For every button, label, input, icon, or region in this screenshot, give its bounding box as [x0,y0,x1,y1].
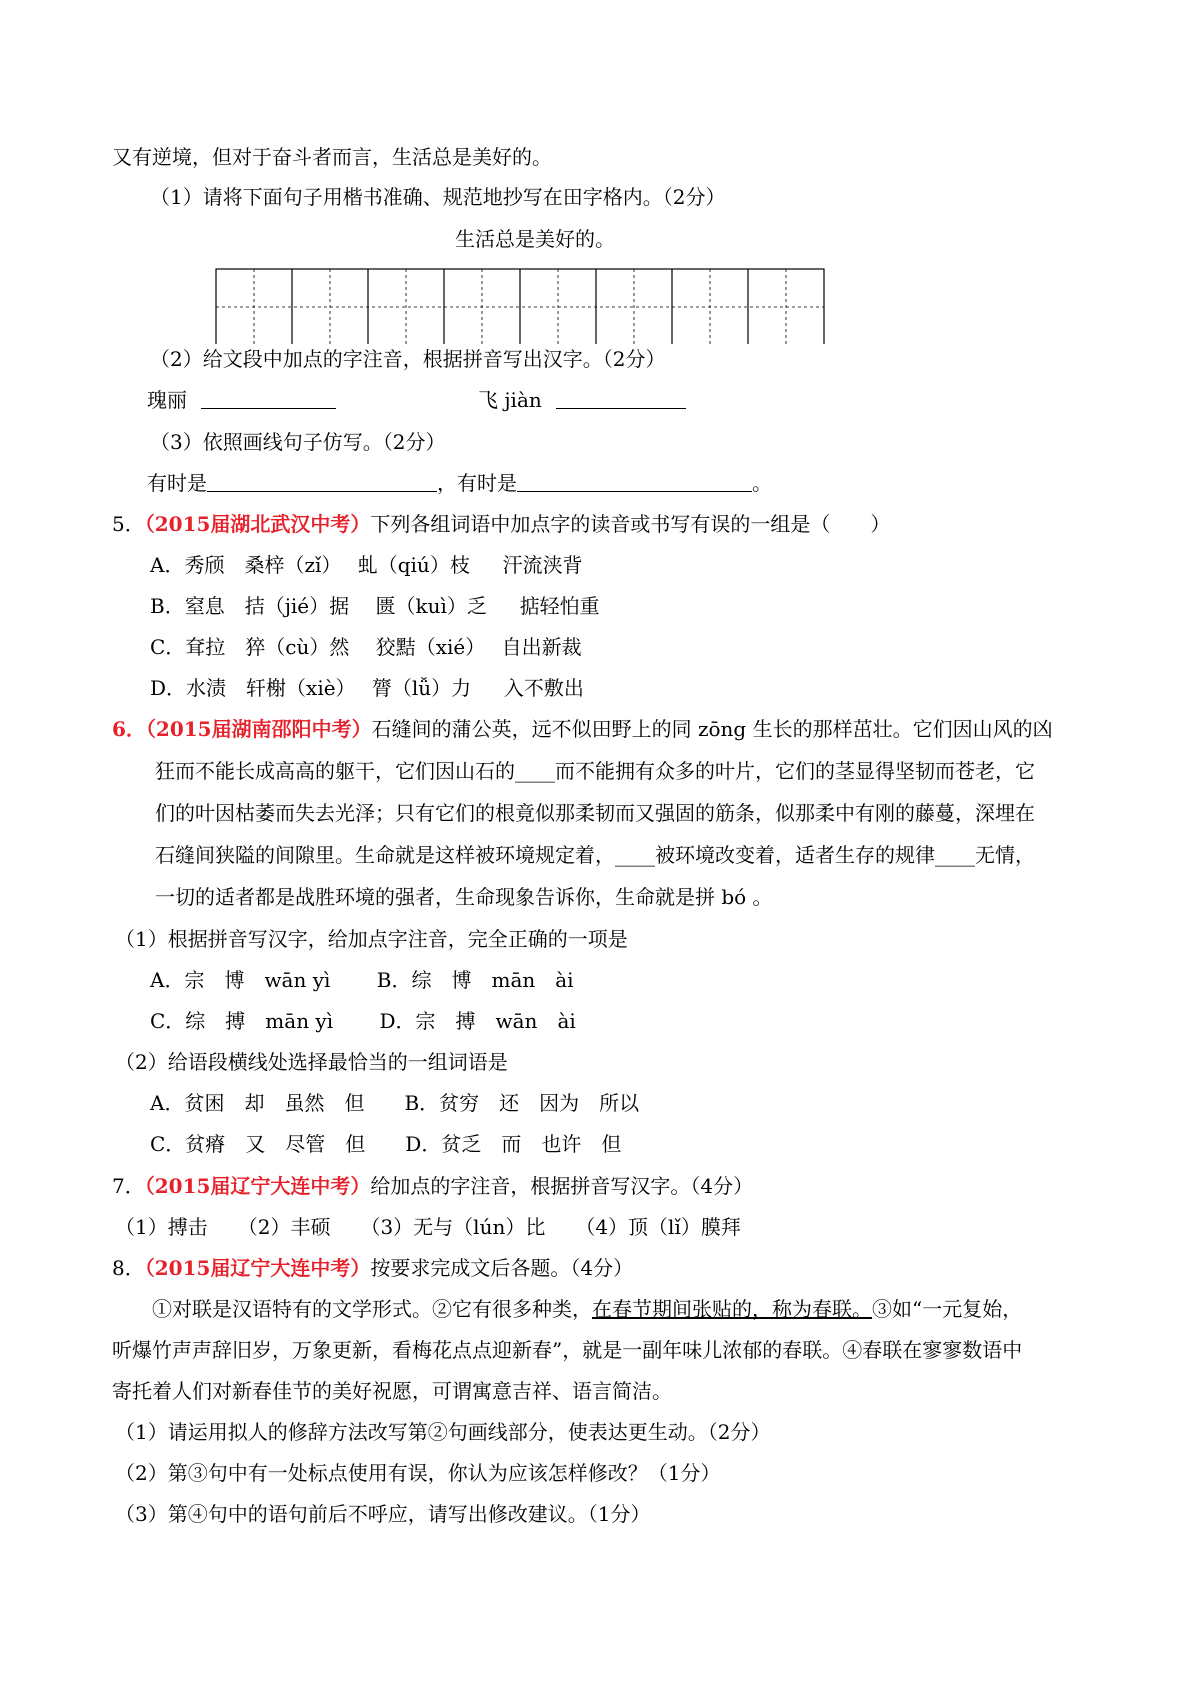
q5-option-d: D．水渍 轩榭（xiè） 膂（lǚ）力 入不敷出 [150,676,584,700]
q4-imitate-b: ，有时是 [437,471,517,495]
q6-sub2: （2）给语段横线处选择最恰当的一组词语是 [115,1050,508,1074]
q4-imitate-a: 有时是 [147,471,207,495]
q8-sub3: （3）第④句中的语句前后不呼应，请写出修改建议。（1分） [115,1502,651,1526]
tianzige-grid[interactable] [215,268,825,344]
q6-sub1-options-cd: C．综 搏 mān yì D．宗 搏 wān ài [150,1009,576,1033]
q5-option-c: C．耷拉 猝（cù）然 狡黠（xié） 自出新裁 [150,635,582,659]
q6-line-1: 石缝间的蒲公英，远不似田野上的同 zōng 生长的那样茁壮。它们因山风的凶 [371,717,1053,741]
q7-stem-row [112,1172,753,1200]
q6-stem-row [112,715,1053,743]
q8-number: 8． [112,1256,145,1280]
q4-sub3: （3）依照画线句子仿写。（2分） [150,430,446,454]
q4-imitate-blank-2[interactable] [517,471,752,492]
q8-p1-underlined: 在春节期间张贴的，称为春联。 [592,1297,872,1321]
q5-source: （2015届湖北武汉中考） [144,512,371,536]
q8-p1-a: ①对联是汉语特有的文学形式。②它有很多种类， [152,1297,592,1321]
q6-sub1: （1）根据拼音写汉字，给加点字注音，完全正确的一项是 [115,927,628,951]
q4-word2-blank[interactable] [556,388,686,409]
q7-number: 7． [112,1174,145,1198]
q4-word2-row [478,386,686,414]
q8-sub1: （1）请运用拟人的修辞方法改写第②句画线部分，使表达更生动。（2分） [115,1420,771,1444]
q8-p1-b: ③如“一元复始， [872,1297,1023,1321]
q6-sub1-options-ab: A．宗 博 wān yì B．综 博 mān ài [150,968,574,992]
q4-sub2: （2）给文段中加点的字注音，根据拼音写出汉字。（2分） [150,347,666,371]
q5-option-b: B．窒息 拮（jié）据 匮（kuì）乏 掂轻怕重 [150,594,600,618]
q4-word1-blank[interactable] [201,388,336,409]
q8-stem-row [112,1254,633,1282]
q6-sub2-options-ab: A．贫困 却 虽然 但 B．贫穷 还 因为 所以 [150,1091,640,1115]
q4-sentence: 生活总是美好的。 [455,227,615,251]
q4-sub1: （1）请将下面句子用楷书准确、规范地抄写在田字格内。（2分） [150,185,726,209]
q4-imitate-row [147,469,772,497]
q4-word2: 飞 jiàn [478,388,542,412]
q6-line-5: 一切的适者都是战胜环境的强者，生命现象告诉你，生命就是拼 bó 。 [155,885,773,909]
q6-number: 6． [112,717,146,741]
q5-option-a: A．秀颀 桑梓（zǐ） 虬（qiú）枝 汗流浃背 [150,553,583,577]
q6-line-3: 们的叶因枯萎而失去光泽；只有它们的根竟似那柔韧而又强固的筋条，似那柔中有刚的藤蔓，深埋在 [155,801,1035,825]
q5-stem-row [112,510,890,538]
q4-imitate-blank-1[interactable] [207,471,437,492]
q7-source: （2015届辽宁大连中考） [144,1174,371,1198]
q7-items: （1）搏击 （2）丰硕 （3）无与（lún）比 （4）顶（lǐ）膜拜 [115,1215,741,1239]
q7-stem: 给加点的字注音，根据拼音写汉字。（4分） [370,1174,754,1198]
q8-source: （2015届辽宁大连中考） [144,1256,371,1280]
q8-stem: 按要求完成文后各题。（4分） [370,1256,634,1280]
q5-stem: 下列各组词语中加点字的读音或书写有误的一组是（ ） [370,512,891,536]
q8-sub2: （2）第③句中有一处标点使用有误，你认为应该怎样修改？（1分） [115,1461,721,1485]
q6-line-2: 狂而不能长成高高的躯干，它们因山石的____而不能拥有众多的叶片，它们的茎显得坚韧而苍老，它 [155,759,1035,783]
q8-paragraph-line-3: 寄托着人们对新春佳节的美好祝愿，可谓寓意吉祥、语言简洁。 [112,1379,672,1403]
q5-number: 5． [112,512,145,536]
q6-sub2-options-cd: C．贫瘠 又 尽管 但 D．贫乏 而 也许 但 [150,1132,622,1156]
q4-word1-row [147,386,336,414]
q8-paragraph-line-1 [152,1295,1022,1323]
q4-word1: 瑰丽 [147,388,187,412]
q4-imitate-end: 。 [752,471,772,495]
q6-line-4: 石缝间狭隘的间隙里。生命就是这样被环境规定着，____被环境改变着，适者生存的规律____无情， [155,843,1035,867]
q6-source: （2015届湖南邵阳中考） [145,717,372,741]
q8-paragraph-line-2: 听爆竹声声辞旧岁，万象更新，看梅花点点迎新春”，就是一副年味儿浓郁的春联。④春联在寥寥数语中 [112,1338,1023,1362]
passage-tail: 又有逆境，但对于奋斗者而言，生活总是美好的。 [112,145,552,169]
